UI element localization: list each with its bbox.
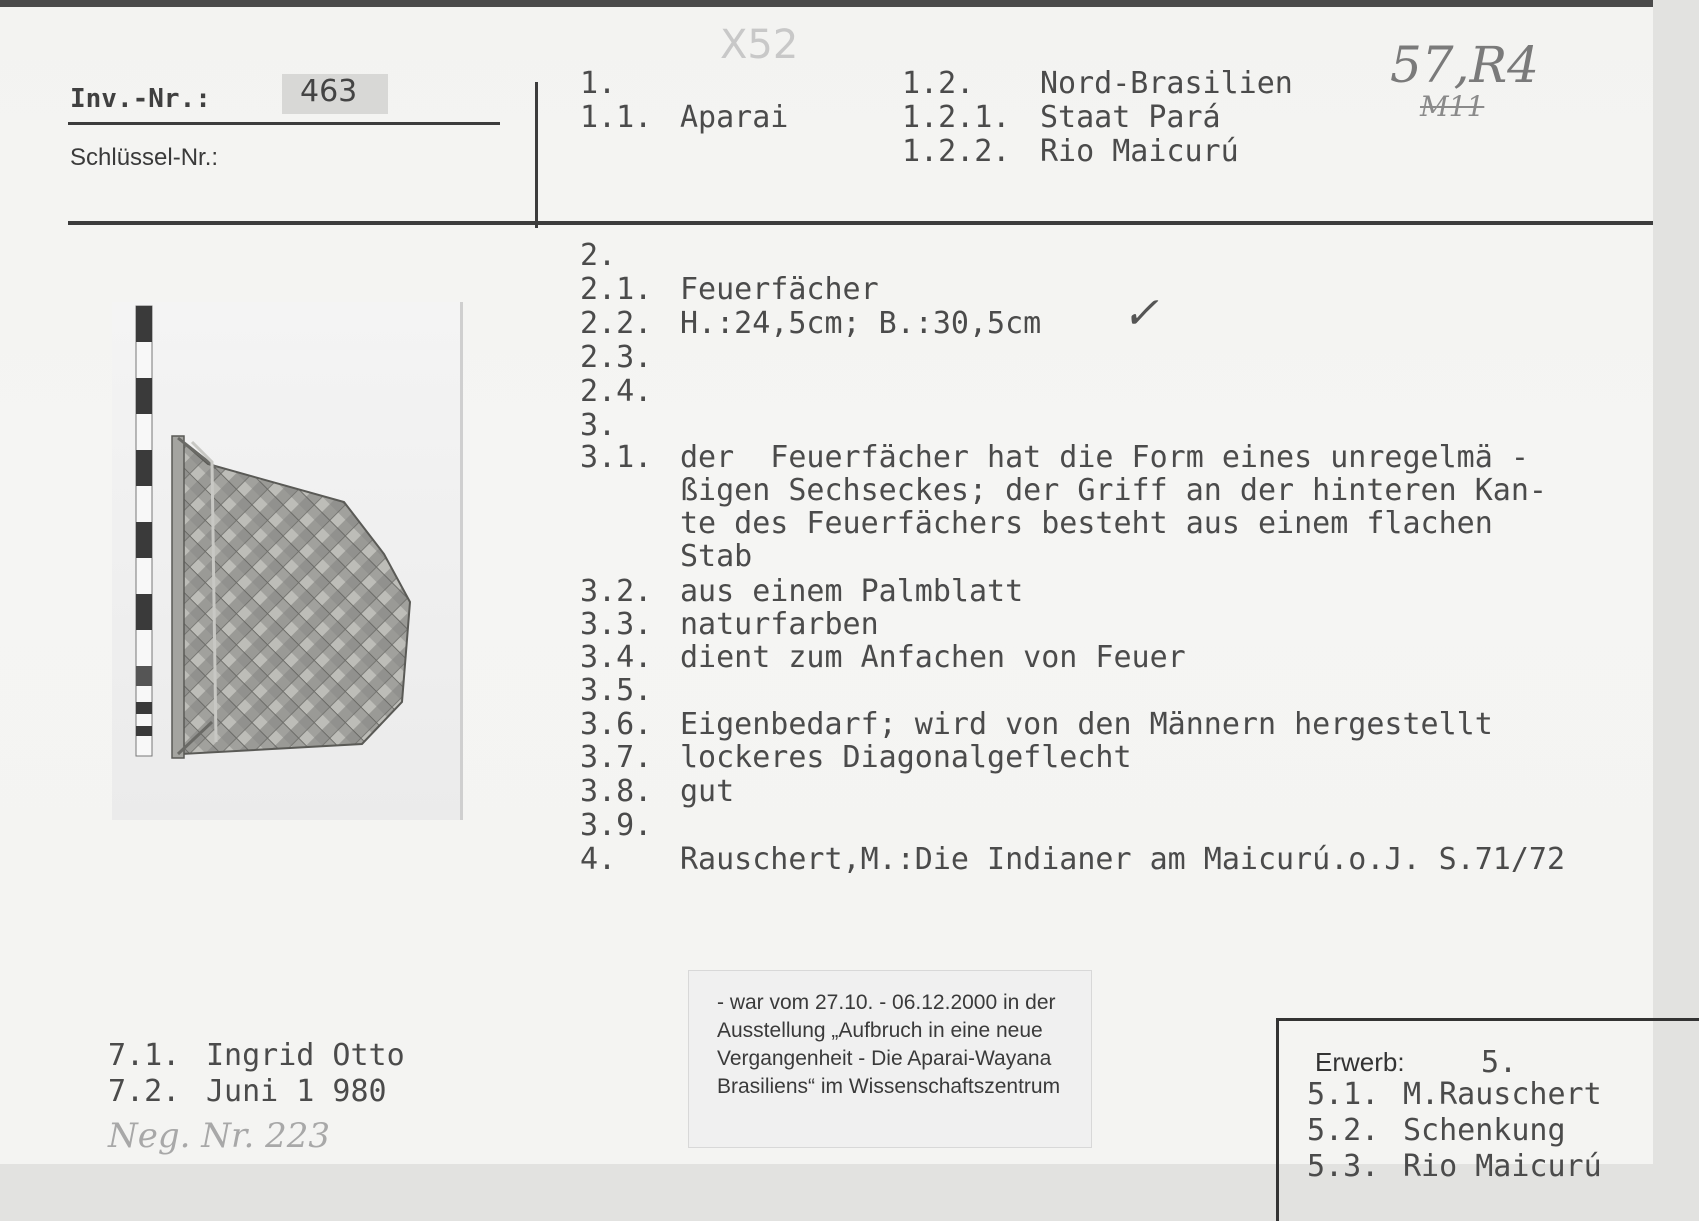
exhibition-note-text: - war vom 27.10. - 06.12.2000 in der Ausstellung „Aufbruch in eine neue Vergangenheit - Die Aparai-Wayana Brasiliens“ im Wissenschaftszentrum — [717, 991, 1061, 1098]
erwerb-label: Erwerb: — [1315, 1047, 1405, 1077]
s2-num-2: 2.2. — [580, 306, 653, 341]
corner-mark: 57,R4 — [1390, 36, 1539, 94]
erwerb-row-text-2: Rio Maicurú — [1403, 1149, 1602, 1184]
x52-mark: X52 — [720, 22, 799, 68]
erwerb-row-text-1: Schenkung — [1403, 1113, 1566, 1148]
s12-num-2: 1.2.2. — [902, 134, 1011, 169]
s2-num-0: 2. — [580, 238, 617, 273]
s3-num-11: 3.8. — [580, 774, 653, 809]
s3-text-10: lockeres Diagonalgeflecht — [680, 740, 1132, 775]
s1-num-1: 1.1. — [580, 100, 653, 135]
neg-nr: Neg. Nr. 223 — [108, 1116, 331, 1156]
s2-text-2: H.:24,5cm; B.:30,5cm — [680, 306, 1042, 341]
erwerb-row-text-0: M.Rauschert — [1403, 1077, 1602, 1112]
s3-text-3: te des Feuerfächers besteht aus einem flachen — [680, 506, 1493, 541]
object-photo — [112, 302, 463, 820]
s3-num-7: 3.4. — [580, 640, 653, 675]
s7-text-1: Juni 1 980 — [206, 1074, 387, 1109]
s12-text-1: Staat Pará — [1040, 100, 1221, 135]
s3-num-5: 3.2. — [580, 574, 653, 609]
header-divider — [535, 82, 538, 228]
s12-text-0: Nord-Brasilien — [1040, 66, 1293, 101]
s3-num-0: 3. — [580, 408, 617, 443]
s3-text-9: Eigenbedarf; wird von den Männern hergestellt — [680, 707, 1493, 742]
s3-num-6: 3.3. — [580, 607, 653, 642]
erwerb-num: 5. — [1481, 1045, 1518, 1080]
s4-num: 4. — [580, 842, 617, 877]
s12-text-2: Rio Maicurú — [1040, 134, 1239, 169]
inv-value: 463 — [300, 74, 358, 109]
erwerb-row-num-2: 5.3. — [1307, 1149, 1380, 1184]
s1-text-1: Aparai — [680, 100, 789, 135]
fan-photo-image — [112, 302, 460, 820]
inv-label: Inv.-Nr.: — [70, 84, 211, 114]
s2-num-3: 2.3. — [580, 340, 653, 375]
s3-num-10: 3.7. — [580, 740, 653, 775]
s1-num-0: 1. — [580, 66, 617, 101]
s3-text-6: naturfarben — [680, 607, 879, 642]
inv-underline — [68, 122, 500, 125]
header-bottom-line — [68, 221, 1653, 225]
s3-num-8: 3.5. — [580, 673, 653, 708]
s2-num-1: 2.1. — [580, 272, 653, 307]
s3-text-2: ßigen Sechseckes; der Griff an der hinteren Kan- — [680, 473, 1547, 508]
s12-num-1: 1.2.1. — [902, 100, 1011, 135]
s3-text-5: aus einem Palmblatt — [680, 574, 1024, 609]
corner-sub-mark: M11 — [1420, 90, 1485, 123]
scale-ruler — [136, 306, 152, 756]
s2-text-1: Feuerfächer — [680, 272, 879, 307]
erwerb-row-num-0: 5.1. — [1307, 1077, 1380, 1112]
s2-num-4: 2.4. — [580, 374, 653, 409]
check-mark: ✓ — [1122, 288, 1159, 339]
schluessel-label: Schlüssel-Nr.: — [70, 144, 219, 171]
s3-num-1: 3.1. — [580, 440, 653, 475]
s7-num-1: 7.2. — [108, 1074, 181, 1109]
s3-text-7: dient zum Anfachen von Feuer — [680, 640, 1186, 675]
exhibition-note-clipping — [688, 970, 1092, 1148]
s3-text-1: der Feuerfächer hat die Form eines unregelmä - — [680, 440, 1529, 475]
top-edge-bar — [0, 0, 1653, 7]
s3-num-9: 3.6. — [580, 707, 653, 742]
s12-num-0: 1.2. — [902, 66, 975, 101]
s4-text: Rauschert,M.:Die Indianer am Maicurú.o.J. S.71/72 — [680, 842, 1566, 877]
s7-text-0: Ingrid Otto — [206, 1038, 405, 1073]
erwerb-box — [1276, 1018, 1699, 1221]
s7-num-0: 7.1. — [108, 1038, 181, 1073]
s3-text-4: Stab — [680, 539, 753, 574]
s3-num-12: 3.9. — [580, 808, 653, 843]
erwerb-row-num-1: 5.2. — [1307, 1113, 1380, 1148]
s3-text-11: gut — [680, 774, 735, 809]
